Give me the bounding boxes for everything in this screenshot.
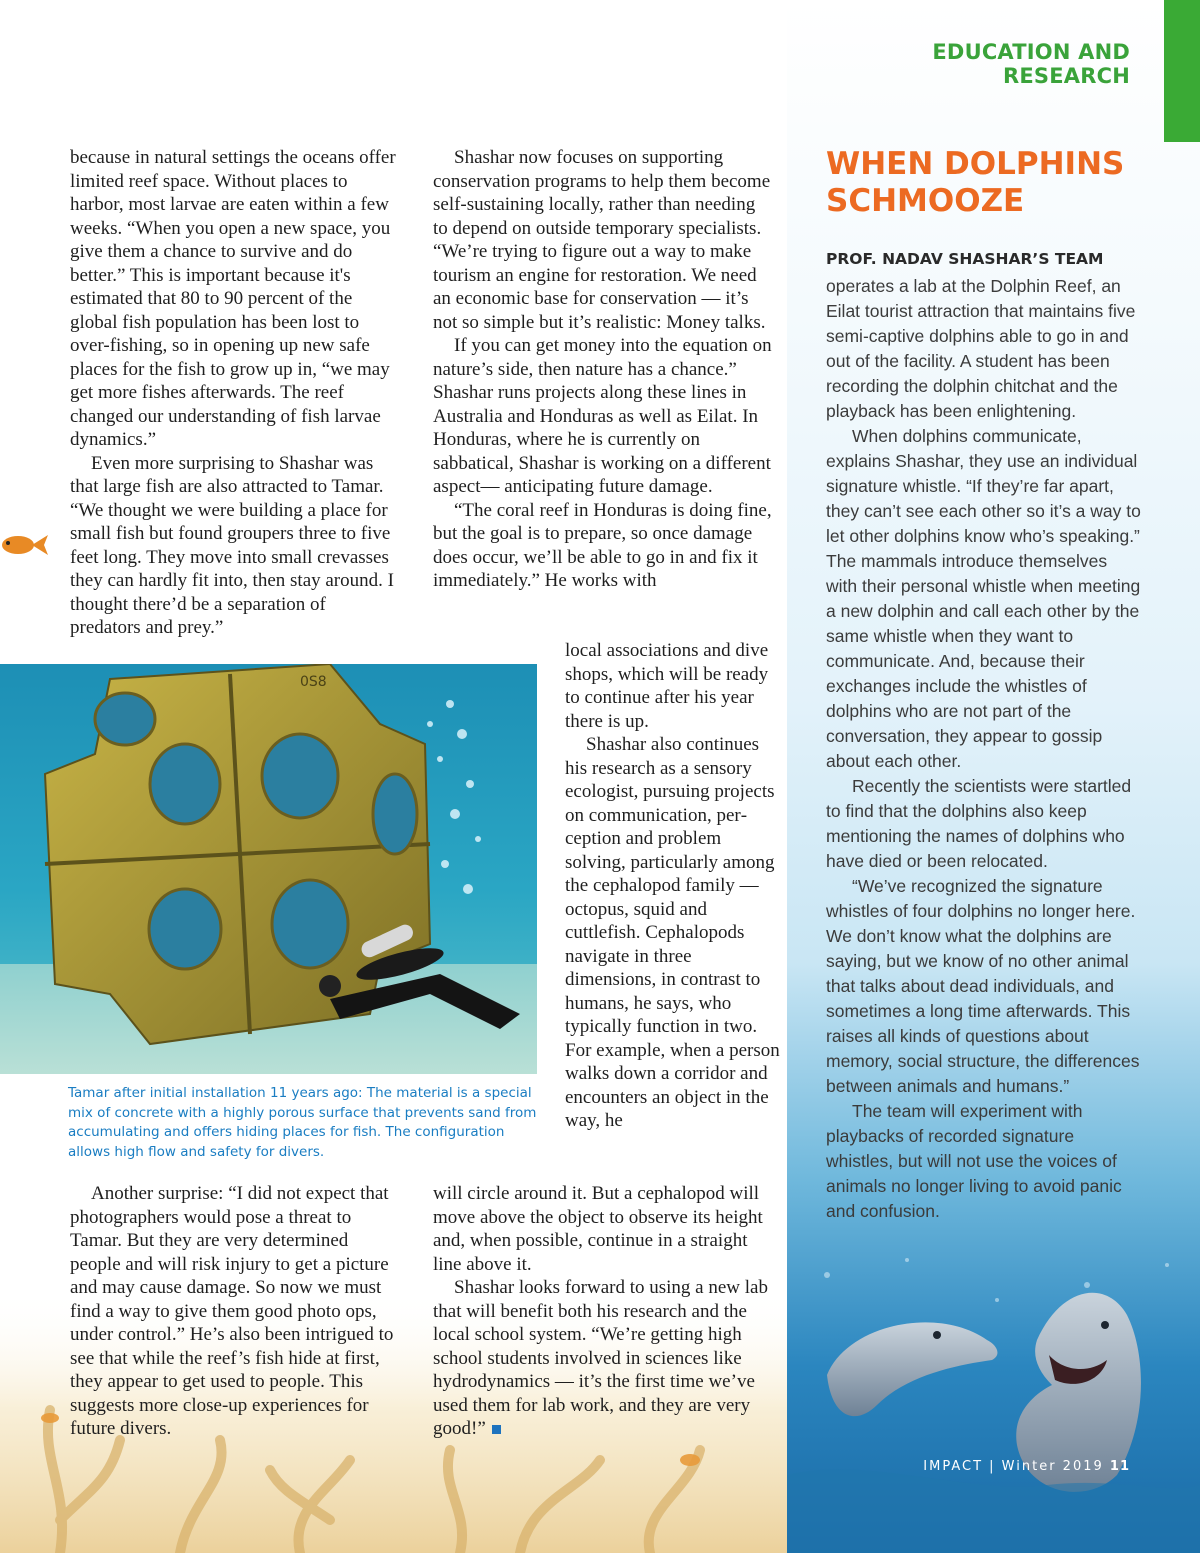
paragraph: When dolphins communicate, explains Shashar, they use an individual signature whistle. “If they’re far apart, they can’t see each other so it’s a way to let other dolphins know who’s speaking.” The mammals introduce themselves with their personal whistle when meeting a new dolphin and call each other by the same whistle when they want to communicate. And, because their exchanges include the whistles of dolphins who are not part of the conversation, they appear to gossip about each other. <box>826 426 1141 771</box>
structure-label: 0S8 <box>300 674 327 690</box>
sidebar-lead: PROF. NADAV SHASHAR’S TEAM <box>826 250 1104 268</box>
paragraph-text: Shashar looks forward to using a new lab that will benefit both his research and the local school system. “We’re getting high school students involved in sciences like hydrodynamics — it’s the first time we’ve used them for lab work, and they are very good!” <box>433 1277 768 1439</box>
fish-icon <box>0 525 50 565</box>
sidebar-title: WHEN DOLPHINS SCHMOOZE <box>826 146 1125 219</box>
dolphins-image <box>787 1245 1200 1553</box>
paragraph: The team will experiment with playbacks of recorded signature whistles, but will not use the voices of animals no longer living to avoid panic and confusion. <box>826 1101 1122 1221</box>
paragraph: will circle around it. But a cephalopod will move above the object to observe its height and, when possible, continue in a straight line above it. <box>433 1183 763 1275</box>
paragraph <box>433 1276 773 1441</box>
paragraph-text: operates a lab at the Dolphin Reef, an Eilat tourist attraction that maintains five semi-captive dolphins able to go in and out of the facility. A student has been recording the dolphin chitchat and the playback has been enlightening. <box>826 276 1136 421</box>
article-column-2-continued <box>433 1182 773 1441</box>
page-number: 11 <box>1109 1459 1130 1474</box>
end-of-article-mark <box>492 1425 501 1434</box>
paragraph <box>826 247 1141 424</box>
paragraph: Shashar now focuses on supporting conservation programs to help them become self-sustaining locally, rather than needing to depend on outside temporary specialists. “We’re trying to figure out a way to make tourism an engine for restoration. We need an economic base for conservation — it’s not so simple but it’s realistic: Money talks. <box>433 147 771 333</box>
section-tab <box>1164 0 1200 142</box>
paragraph: local associations and dive shops, which will be ready to continue after his year there is up. <box>565 640 769 732</box>
paragraph: Even more surprising to Shashar was that large fish are also attracted to Tamar. “We thought we were building a place for small fish but found groupers three to five feet long. They move into small crevasses they can hardly fit into, then stay around. I thought there’d be a separation of predators and prey.” <box>70 452 394 638</box>
tamar-photo <box>0 664 537 1074</box>
article-column-1-continued <box>70 1182 400 1441</box>
publication-name: IMPACT | Winter 2019 <box>923 1459 1104 1474</box>
paragraph: Another surprise: “I did not expect that photographers would pose a threat to Tamar. But they are very determined people and will risk injury to get a picture and may cause damage. So now we must find a way to give them good photo ops, under control.” He’s also been intrigued to see that while the reef’s fish hide at first, they appear to get used to people. This suggests more close-up experiences for future divers. <box>70 1183 394 1439</box>
paragraph: Shashar also continues his research as a sensory ecologist, pursuing projects on communication, perception and problem solving, particularly among the cephalopod family — octopus, squid and cuttlefish. Cephalopods navigate in three dimensions, in contrast to humans, he says, who typically function in two. For example, when a person walks down a corridor and encounters an object in the way, he <box>565 734 780 1131</box>
paragraph: If you can get money into the equation on nature’s side, then nature has a chance.” Shashar runs projects along these lines in Australia and Honduras as well as Eilat. In Honduras, where he is currently on sabbatical, Shashar is working on a different aspect— anticipating future damage. <box>433 335 772 497</box>
article-column-1 <box>70 146 400 640</box>
paragraph: “We’ve recognized the signature whistles of four dolphins no longer here. We don’t know what the dolphins are saying, but we know of no other animal that talks about dead individuals, and sometimes a long time afterwards. This raises all kinds of questions about memory, social structure, the differences between animals and humans.” <box>826 876 1140 1096</box>
diver-reef-structure-image <box>0 664 537 1074</box>
article-column-2-wrap <box>565 639 780 1133</box>
page-footer <box>915 1459 1130 1474</box>
paragraph: Recently the scientists were startled to find that the dolphins also keep mentioning the names of dolphins who have died or been relocated. <box>826 776 1132 871</box>
paragraph: because in natural settings the oceans offer limited reef space. Without places to harbor, most larvae are eaten within a few weeks. “When you open a new space, you give them a chance to survive and do better.” This is important because it's estimated that 80 to 90 percent of the global fish population has been lost to over-fishing, so in opening up new safe places for the fish to grow up in, “we may get more fishes afterwards. The reef changed our understanding of fish larvae dynamics.” <box>70 147 396 450</box>
article-column-2 <box>433 146 773 593</box>
sidebar-text <box>826 247 1141 1224</box>
paragraph: “The coral reef in Honduras is doing fine, but the goal is to prepare, so once damage does occur, we’ll be able to go in and fix it immediately.” He works with <box>433 499 772 591</box>
photo-caption: Tamar after initial installation 11 years ago: The material is a special mix of concrete with a highly porous surface that prevents sand from accumulating and offers hiding places for fish. The configuration allows high flow and safety for divers. <box>68 1085 537 1160</box>
section-label: EDUCATION AND RESEARCH <box>932 40 1130 88</box>
